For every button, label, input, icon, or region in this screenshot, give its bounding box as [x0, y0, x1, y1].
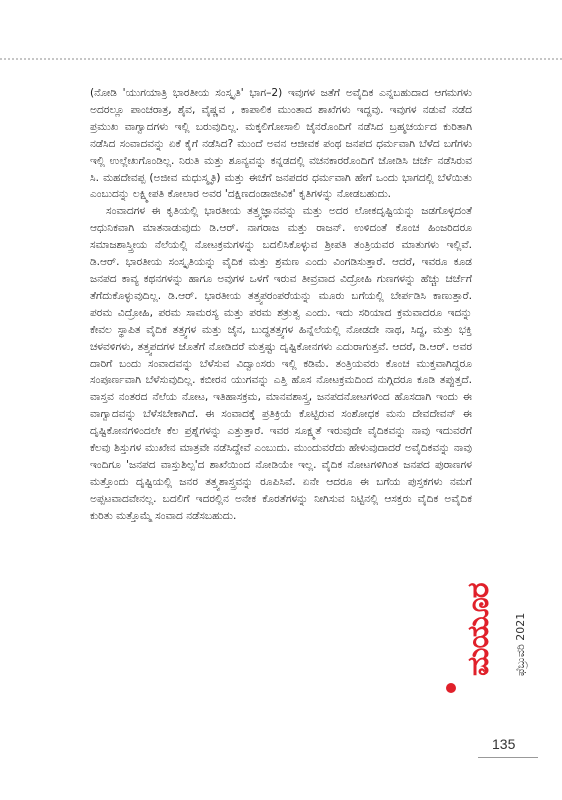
issue-date: ಫೆಬ್ರುವರಿ 2021: [514, 612, 527, 676]
magazine-brand: ಮಯೂರ: [461, 583, 496, 676]
page-number-rule: [478, 757, 538, 758]
paragraph-1: (ನೋಡಿ 'ಯುಗಯಾತ್ರಿ ಭಾರತೀಯ ಸಂಸ್ಕೃತಿ' ಭಾಗ–2) ಇವುಗಳ ಜತೆಗೆ ಅವೈದಿಕ ಎನ್ನಬಹುದಾದ ಆಗಮಗಳು ಅದರಲ್ಲೂ ಪಾಂಚರಾತ್ರ, ಶೈವ, ವೈಷ್ಣವ , ಕಾಪಾಲಿಕ ಮುಂತಾದ ಶಾಖೆಗಳು ಇದ್ದವು. ಇವುಗಳ ನಡುವೆ ನಡೆದ ಪ್ರಮುಖ ವಾಗ್ವಾದಗಳು ಇಲ್ಲಿ ಬರುವುದಿಲ್ಲ. ಮಕ್ಕಲಿಗೋಸಾಲಿ ಜೈನರೊಂದಿಗೆ ನಡೆಸಿದ ಬ್ರಹ್ಮಚರ್ಯದ ಕುರಿತಾಗಿ ನಡೆಸಿದ ಸಂವಾದವನ್ನು ಏಕೆ ಕೈಗೆ ನಡೆಸಿದ? ಮುಂದೆ ಅವನ ಆಜೀವಕ ಪಂಥ ಜನಪದ ಧರ್ಮವಾಗಿ ಬೆಳೆದ ಬಗೆಗಳು ಇಲ್ಲಿ ಉಲ್ಲೇಖಗೊಂಡಿಲ್ಲ. ನಿರುತಿ ಮತ್ತು ಶೂನ್ಯವನ್ನು ಕನ್ನಡದಲ್ಲಿ ವಚನಕಾರರೊಂದಿಗೆ ಜೋಡಿಸಿ ಚರ್ಚೆ ನಡೆಸಿರುವ ಸಿ. ಮಹದೇವಪ್ಪ (ಅಜೀವ ಮಧುಸ್ಮೃತಿ) ಮತ್ತು ಈಚೆಗೆ ಜನಪದರ ಧರ್ಮವಾಗಿ ಹೇಗೆ ಒಂದು ಭಾಗದಲ್ಲಿ ಬೆಳೆಯಿತು ಎಂಬುದನ್ನು ಲಕ್ಷ್ಮೀಪತಿ ಕೋಲಾರ ಅವರ 'ದಕ್ಷಿಣದಂಡಾಜೀವಿಕ' ಕೃತಿಗಳನ್ನು ನೋಡಬಹುದು.: [90, 87, 472, 201]
top-dotted-rule: [0, 58, 562, 60]
red-dot-marker: [446, 683, 456, 693]
paragraph-2: ಸಂವಾದಗಳ ಈ ಕೃತಿಯಲ್ಲಿ ಭಾರತೀಯ ತತ್ತ್ವಜ್ಞಾನವನ್ನು ಮತ್ತು ಅದರ ಲೋಕದೃಷ್ಟಿಯನ್ನು ಜಡಗೊಳ್ಳದಂತೆ ಆಧುನಿಕವಾಗಿ ಮಾತನಾಡುವುದು ಡಿ.ಆರ್. ನಾಗರಾಜ ಮತ್ತು ರಾಜನ್. ಉಳಿದಂತೆ ಕೊಂಚ ಹಿಂಜರಿದರೂ ಸಮಾಜಶಾಸ್ತ್ರೀಯ ನೆಲೆಯಲ್ಲಿ ನೋಟಕ್ರಮಗಳನ್ನು ಬದಲಿಸಿಕೊಳ್ಳುವ ಶ್ರೀಪತಿ ತಂತ್ರಿಯವರ ಮಾತುಗಳು ಇಲ್ಲಿವೆ. ಡಿ.ಆರ್. ಭಾರತೀಯ ಸಂಸ್ಕೃತಿಯನ್ನು ವೈದಿಕ ಮತ್ತು ಶ್ರಮಣ ಎಂದು ವಿಂಗಡಿಸುತ್ತಾರೆ. ಆದರೆ, ಇವರೂ ಕೂಡ ಜನಪದ ಕಾವ್ಯ ಕಥನಗಳನ್ನು ಹಾಗೂ ಅವುಗಳ ಒಳಗೆ ಇರುವ ತೀವ್ರವಾದ ವಿದ್ರೋಹಿ ಗುಣಗಳನ್ನು ಹೆಚ್ಚು ಚರ್ಚೆಗೆ ತೆಗೆದುಕೊಳ್ಳುವುದಿಲ್ಲ. ಡಿ.ಆರ್. ಭಾರತೀಯ ತತ್ತ್ವಪರಂಪರೆಯನ್ನು ಮೂರು ಬಗೆಯಲ್ಲಿ ಬೇರ್ಪಡಿಸಿ ಕಾಣುತ್ತಾರೆ. ಪರಮ ವಿದ್ರೋಹಿ, ಪರಮ ಸಾಮರಸ್ಯ ಮತ್ತು ಪರಮ ಶತ್ರುತ್ವ ಎಂದು. ಇದು ಸರಿಯಾದ ಕ್ರಮವಾದರೂ ಇದನ್ನು ಕೇವಲ ಸ್ಥಾಪಿತ ವೈದಿಕ ತತ್ತ್ವಗಳ ಮತ್ತು ಜೈನ, ಬುದ್ಧತತ್ತ್ವಗಳ ಹಿನ್ನೆಲೆಯಲ್ಲಿ ನೋಡದೇ ನಾಥ, ಸಿದ್ಧ, ಮತ್ತು ಭಕ್ತಿ ಚಳವಳಿಗಳು, ತತ್ತ್ವಪದಗಳ ಜೊತೆಗೆ ನೋಡಿದರೆ ಮತ್ತಷ್ಟು ದೃಷ್ಟಿಕೋನಗಳು ಎದುರಾಗುತ್ತವೆ. ಆದರೆ, ಡಿ.ಆರ್. ಅವರ ದಾರಿಗೆ ಬಂದು ಸಂವಾದವನ್ನು ಬೆಳೆಸುವ ವಿದ್ವಾಂಸರು ಇಲ್ಲಿ ಕಡಿಮೆ. ತಂತ್ರಿಯವರು ಕೊಂಚ ಮುಕ್ತವಾಗಿದ್ದರೂ ಸಂಪೂರ್ಣವಾಗಿ ಬೆಳೆಸುವುದಿಲ್ಲ. ಕಬೀರನ ಯುಗವನ್ನು ಎತ್ತಿ ಹೊಸ ನೋಟಕ್ರಮದಿಂದ ನುಗ್ಗಿದರೂ ಕೂಡಿ ತಪ್ಪುತ್ತದೆ. ವಾಸ್ತವ ನಂತರದ ನೆಲೆಯ ನೋಟ, ಇತಿಹಾಸಕ್ರಮ, ಮಾನವಶಾಸ್ತ್ರ, ಜನಪದನೋಟಗಳಿಂದ ಹೊಸದಾಗಿ ಇಂದು ಈ ವಾಗ್ವಾದವನ್ನು ಬೆಳೆಸಬೇಕಾಗಿದೆ. ಈ ಸಂವಾದಕ್ಕೆ ಪ್ರತಿಕ್ರಿಯೆ ಕೊಟ್ಟಿರುವ ಸಂಶೋಧಕ ಮನು ದೇವದೇವನ್ ಈ ದೃಷ್ಟಿಕೋನಗಳಿಂದಲೇ ಕೆಲ ಪ್ರಶ್ನೆಗಳನ್ನು ಎತ್ತುತ್ತಾರೆ. ಇವರ ಸೂಕ್ಷ್ಮತೆ ಇರುವುದೇ ವೈದಿಕವನ್ನು ನಾವು ಇದುವರೆಗೆ ಕೆಲವು ಶಿಸ್ತುಗಳ ಮುಖೇನ ಮಾತ್ರವೇ ನಡೆಸಿದ್ದೇವೆ ಎಂಬುದು. ಮುಂದುವರೆದು ಹೇಳುವುದಾದರೆ ಅವೈದಿಕವನ್ನು ನಾವು ಇಂದಿಗೂ 'ಜನಪದ ವಾಸ್ತುಶಿಲ್ಪ'ದ ಶಾಖೆಯಿಂದ ನೋಡಿಯೇ ಇಲ್ಲ. ವೈದಿಕ ನೋಟಗಳಿಗಿಂತ ಜನಪದ ಪುರಾಣಗಳ ಮತ್ತೊಂದು ದೃಷ್ಟಿಯಲ್ಲಿ ಜನರ ತತ್ತ್ವಶಾಸ್ತ್ರವನ್ನು ರೂಪಿಸಿವೆ. ಏನೇ ಆದರೂ ಈ ಬಗೆಯ ಪುಸ್ತಕಗಳು ನಮಗೆ ಅಪ್ಪಟವಾದವೇನಲ್ಲ. ಬದಲಿಗೆ ಇದರಲ್ಲಿನ ಅನೇಕ ಕೊರತೆಗಳನ್ನು ನೀಗಿಸುವ ನಿಟ್ಟಿನಲ್ಲಿ ಆಸಕ್ತರು ವೈದಿಕ ಅವೈದಿಕ ಕುರಿತು ಮತ್ತೊಮ್ಮೆ ಸಂವಾದ ನಡೆಸಬಹುದು.: [90, 205, 472, 522]
page-number: 135: [492, 736, 516, 752]
article-body: [90, 85, 472, 525]
